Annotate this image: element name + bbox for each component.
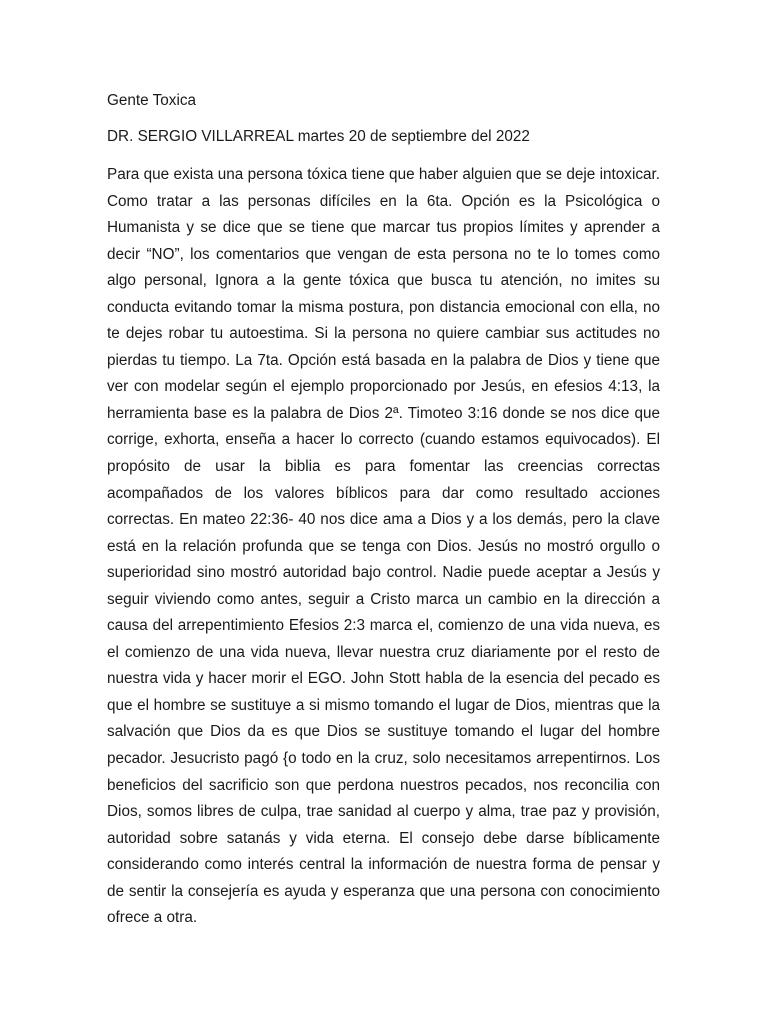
document-byline: DR. SERGIO VILLARREAL martes 20 de septiembre del 2022 [107,128,530,145]
body-paragraph: Para que exista una persona tóxica tiene que haber alguien que se deje intoxicar. Como tratar a las personas difíciles en la 6ta. Opción es la Psicológica o Humanista y se dice que se tiene que marcar tus propios límites y aprender a decir “NO”, los comentarios que vengan de esta persona no te lo tomes como algo personal, Ignora a la gente tóxica que busca tu atención, no imites su conducta evitando tomar la misma postura, pon distancia emocional con ella, no te dejes robar tu autoestima. Si la persona no quiere cambiar sus actitudes no pierdas tu tiempo. La 7ta. Opción está basada en la palabra de Dios y tiene que ver con modelar según el ejemplo proporcionado por Jesús, en efesios 4:13, la herramienta base es la palabra de Dios 2ª. Timoteo 3:16 donde se nos dice que corrige, exhorta, enseña a hacer lo correcto (cuando estamos equivocados). El propósito de usar la biblia es para fomentar las creencias correctas acompañados de los valores bíblicos para dar como resultado acciones correctas. En mateo 22:36- 40 nos dice ama a Dios y a los demás, pero la clave está en la relación profunda que se tenga con Dios. Jesús no mostró orgullo o superioridad sino mostró autoridad bajo control. Nadie puede aceptar a Jesús y seguir viviendo como antes, seguir a Cristo marca un cambio en la dirección a causa del arrepentimiento Efesios 2:3 marca el, comienzo de una vida nueva, es el comienzo de una vida nueva, llevar nuestra cruz diariamente por el resto de nuestra vida y hacer morir el EGO. John Stott habla de la esencia del pecado es que el hombre se sustituye a si mismo tomando el lugar de Dios, mientras que la salvación que Dios da es que Dios se sustituye tomando el lugar del hombre pecador. Jesucristo pagó {o todo en la cruz, solo necesitamos arrepentirnos. Los beneficios del sacrificio son que perdona nuestros pecados, nos reconcilia con Dios, somos libres de culpa, trae sanidad al cuerpo y alma, trae paz y provisión, autoridad sobre satanás y vida eterna. El consejo debe darse bíblicamente considerando como interés central la información de nuestra forma de pensar y de sentir la consejería es ayuda y esperanza que una persona con conocimiento ofrece a otra. [107,166,660,927]
document-title: Gente Toxica [107,92,197,109]
